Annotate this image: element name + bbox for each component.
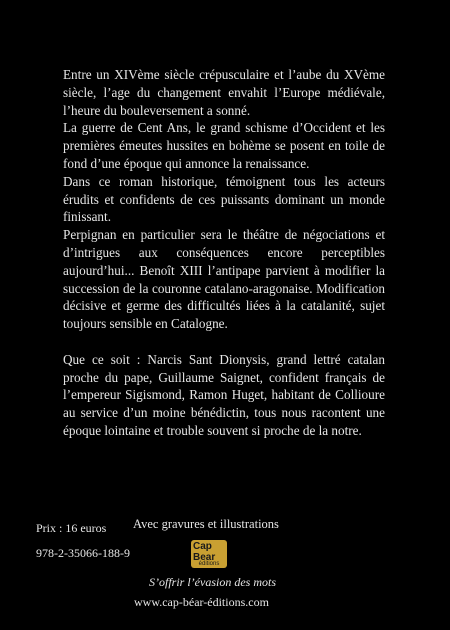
isbn-number: 978-2-35066-188-9: [36, 546, 130, 560]
paragraph-intro: Entre un XIVème siècle crépusculaire et l’aube du XVème siècle, l’age du changement envahit l’Europe médiévale, l’heure du bouleversement a sonné.: [63, 67, 385, 118]
paragraph-context: La guerre de Cent Ans, le grand schisme d’Occident et les premières émeutes hussites en bohème se posent en toile de fond d’une époque qui annonce la renaissance.: [63, 120, 385, 171]
paragraph-characters: Que ce soit : Narcis Sant Dionysis, grand lettré catalan proche du pape, Guillaume Saignet, confident français de l’empereur Sigismond, Ramon Huget, habitant de Collioure au service d’un moine bénédictin, tous nous racontent une époque lointaine et trouble souvent si proche de la notre.: [63, 351, 385, 438]
paragraph-perpignan: Perpignan en particulier sera le théâtre de négociations et d’intrigues aux conséquences encore perceptibles aujourd’hui... Benoît XIII l’antipape parvient à modifier la succession de la couronne catalano-aragonaise. Modification décisive et germe des difficultés liées à la catalanité, sujet toujours sensible en Catalogne.: [63, 227, 385, 332]
publisher-tagline: S’offrir l’évasion des mots: [149, 575, 276, 589]
blurb-text: [63, 66, 385, 440]
logo-line-1: Cap Bear: [193, 541, 216, 563]
paragraph-novel: Dans ce roman historique, témoignent tous les acteurs érudits et confidents de ces puissants dominant un monde finissant.: [63, 173, 385, 225]
logo-line-2: éditions: [198, 561, 220, 567]
publisher-logo: [191, 540, 227, 568]
publisher-website: www.cap-béar-éditions.com: [134, 595, 269, 609]
illustrations-note: Avec gravures et illustrations: [133, 517, 279, 531]
price-label: Prix : 16 euros: [36, 521, 107, 535]
